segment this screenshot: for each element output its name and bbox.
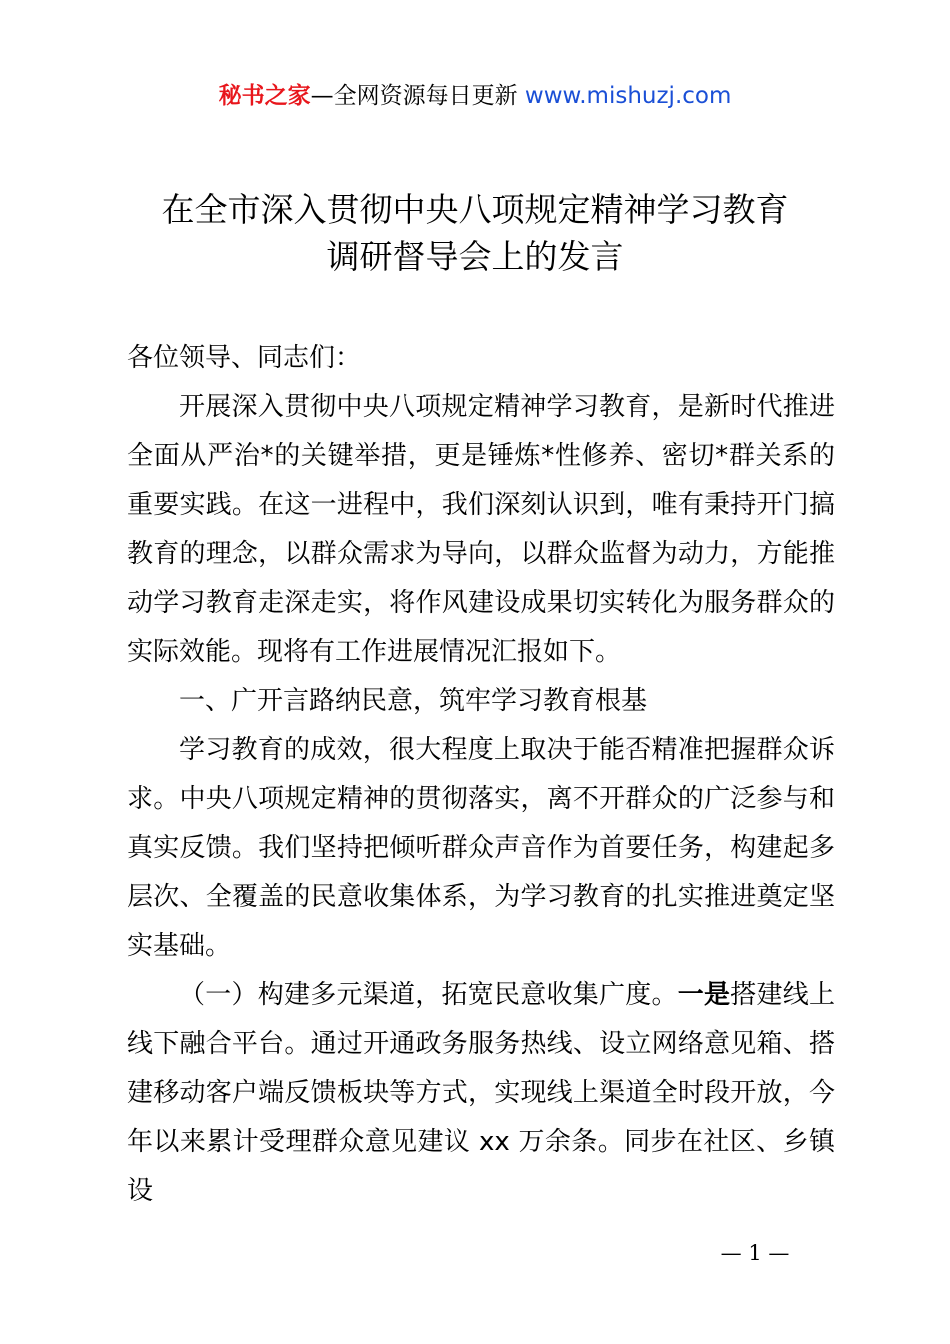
document-body (127, 334, 835, 1216)
section-heading-1: 一、广开言路纳民意，筑牢学习教育根基 (179, 686, 648, 716)
section-1-paragraph: 学习教育的成效，很大程度上取决于能否精准把握群众诉求。中央八项规定精神的贯彻落实，离不开群众的广泛参与和真实反馈。我们坚持把倾听群众声音作为首要任务，构建起多层次、全覆盖的民意收集体系，为学习教育的扎实推进奠定坚实基础。 (127, 735, 835, 961)
header-tagline: —全网资源每日更新 (310, 83, 518, 109)
site-url-link[interactable]: www.mishuzj.com (524, 83, 732, 109)
site-header (0, 80, 950, 112)
intro-paragraph: 开展深入贯彻中央八项规定精神学习教育，是新时代推进全面从严治*的关键举措，更是锤炼*性修养、密切*群关系的重要实践。在这一进程中，我们深刻认识到，唯有秉持开门搞教育的理念，以群众需求为导向，以群众监督为动力，方能推动学习教育走深走实，将作风建设成果切实转化为服务群众的实际效能。现将有工作进展情况汇报如下。 (127, 392, 835, 667)
subsection-lead: 一是 (677, 980, 731, 1010)
title-line-2: 调研督导会上的发言 (326, 237, 624, 276)
subsection-text: 搭建线上线下融合平台。通过开通政务服务热线、设立网络意见箱、搭建移动客户端反馈板块等方式，实现线上渠道全时段开放，今年以来累计受理群众意见建议 xx 万余条。同步在社区、乡镇设 (127, 980, 835, 1206)
title-line-1: 在全市深入贯彻中央八项规定精神学习教育 (161, 190, 789, 229)
document-title (0, 186, 950, 280)
salutation: 各位领导、同志们： (127, 343, 362, 373)
subsection-1-paragraph (127, 971, 835, 1216)
brand-name: 秘书之家 (218, 83, 311, 109)
subsection-heading: （一）构建多元渠道，拓宽民意收集广度。 (179, 980, 678, 1010)
page-number: — 1 — (720, 1241, 790, 1265)
